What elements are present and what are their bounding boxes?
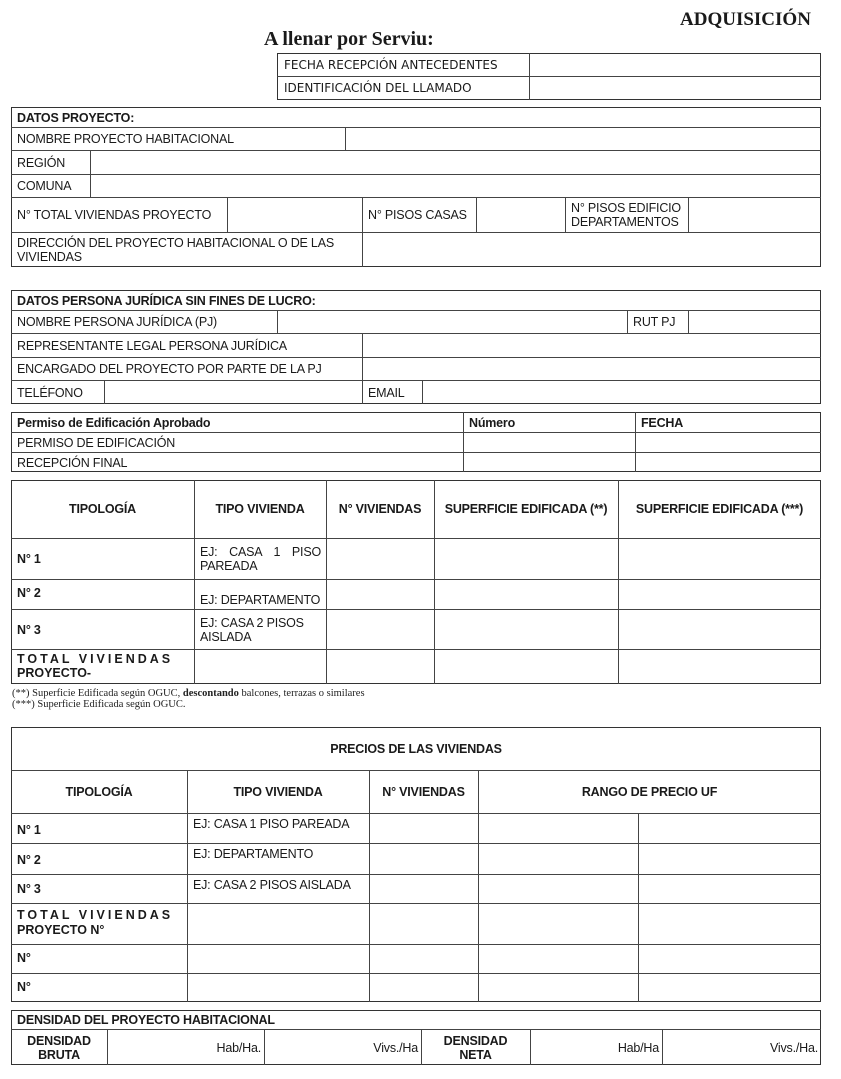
pisos-edificio-input[interactable]: [690, 199, 819, 231]
persona-juridica-title: DATOS PERSONA JURÍDICA SIN FINES DE LUCRO:: [17, 293, 316, 308]
superficie-2-header: SUPERFICIE EDIFICADA (**): [444, 502, 608, 516]
datos-proyecto-title: DATOS PROYECTO:: [17, 110, 135, 125]
serviu-section-title: A llenar por Serviu:: [264, 28, 434, 50]
densidad-title: DENSIDAD DEL PROYECTO HABITACIONAL: [17, 1013, 275, 1027]
rut-pj-input[interactable]: [690, 312, 819, 332]
comuna-label: COMUNA: [17, 179, 72, 193]
footnote-1: [12, 689, 365, 699]
densidad-neta-label: DENSIDAD NETA: [443, 1033, 508, 1062]
encargado-input[interactable]: [364, 359, 819, 379]
total-viviendas-label: N° TOTAL VIVIENDAS PROYECTO: [17, 208, 212, 222]
total-viviendas-input[interactable]: [229, 199, 360, 231]
pisos-edificio-label: N° PISOS EDIFICIO DEPARTAMENTOS: [571, 201, 681, 229]
nombre-proyecto-label: NOMBRE PROYECTO HABITACIONAL: [17, 132, 234, 146]
tipologia-row-label: N° 3: [17, 622, 41, 637]
tipologia-header: TIPOLOGÍA: [69, 502, 136, 516]
tipologia-total-label: [17, 652, 173, 680]
total-line-1: TOTAL VIVIENDAS: [17, 652, 174, 666]
precios-row-label: N° 3: [17, 882, 41, 896]
tipologia-row-tipo: EJ: DEPARTAMENTO: [200, 592, 321, 607]
fecha-recepcion-input[interactable]: [531, 55, 819, 75]
precios-extra-row-label: N°: [17, 951, 31, 965]
region-label: REGIÓN: [17, 155, 66, 170]
direccion-label: DIRECCIÓN DEL PROYECTO HABITACIONAL O DE LAS VIVIENDAS: [17, 236, 334, 264]
tipologia-row-label: N° 2: [17, 586, 41, 600]
document-type-title: ADQUISICIÓN: [680, 9, 811, 30]
precios-extra-row-label: N°: [17, 980, 31, 994]
tipologia-row-tipo: EJ: CASA 1 PISO PAREADA: [200, 545, 321, 573]
precios-total-line-2: PROYECTO N°: [17, 923, 105, 937]
telefono-label: TELÉFONO: [17, 385, 83, 400]
region-input[interactable]: [92, 152, 819, 173]
comuna-input[interactable]: [92, 176, 819, 196]
precios-row-tipo: EJ: DEPARTAMENTO: [193, 847, 314, 861]
precios-tipo-vivienda-header: TIPO VIVIENDA: [233, 784, 323, 799]
precios-row-tipo: EJ: CASA 1 PISO PAREADA: [193, 817, 350, 831]
representante-label: REPRESENTANTE LEGAL PERSONA JURÍDICA: [17, 338, 287, 353]
pisos-casas-input[interactable]: [478, 199, 564, 231]
fecha-header: FECHA: [641, 415, 684, 430]
permiso-edificacion-label: PERMISO DE EDIFICACIÓN: [17, 435, 176, 450]
precios-row-label: N° 2: [17, 853, 41, 867]
tipologia-row-tipo: EJ: CASA 2 PISOS AISLADA: [200, 615, 304, 644]
pisos-casas-label: N° PISOS CASAS: [368, 208, 467, 222]
recepcion-final-numero[interactable]: [465, 454, 633, 471]
precios-tipologia-header: TIPOLOGÍA: [65, 784, 133, 799]
footnote-2: (***) Superficie Edificada según OGUC.: [12, 699, 186, 710]
nombre-proyecto-input[interactable]: [347, 129, 819, 149]
precios-row-label: N° 1: [17, 823, 41, 837]
permiso-edificacion-numero[interactable]: [465, 434, 633, 451]
representante-input[interactable]: [364, 335, 819, 356]
precios-total-line-1: TOTAL VIVIENDAS: [17, 908, 174, 922]
nombre-pj-label: NOMBRE PERSONA JURÍDICA (PJ): [17, 315, 217, 329]
permiso-header: Permiso de Edificación Aprobado: [17, 415, 211, 430]
telefono-input[interactable]: [106, 382, 360, 403]
precios-n-viviendas-header: N° VIVIENDAS: [382, 784, 465, 799]
identificacion-llamado-label: IDENTIFICACIÓN DEL LLAMADO: [284, 81, 472, 95]
email-input[interactable]: [424, 382, 819, 403]
email-label: EMAIL: [368, 385, 405, 400]
encargado-label: ENCARGADO DEL PROYECTO POR PARTE DE LA PJ: [17, 362, 322, 376]
permiso-edificacion-fecha[interactable]: [637, 434, 819, 451]
recepcion-final-fecha[interactable]: [637, 454, 819, 471]
rango-precio-header: RANGO DE PRECIO UF: [581, 784, 718, 799]
fecha-recepcion-label: FECHA RECEPCIÓN ANTECEDENTES: [284, 58, 498, 72]
hab-ha-neta[interactable]: Hab/Ha: [617, 1040, 659, 1055]
direccion-input[interactable]: [364, 234, 819, 266]
total-line-2: PROYECTO-: [17, 666, 92, 680]
densidad-bruta-label: DENSIDAD BRUTA: [27, 1033, 91, 1062]
rut-pj-label: RUT PJ: [633, 315, 676, 329]
superficie-3-header: SUPERFICIE EDIFICADA (***): [635, 502, 804, 516]
vivs-ha-bruta[interactable]: Vivs./Ha: [373, 1040, 418, 1055]
vivs-ha-neta[interactable]: Vivs./Ha.: [770, 1040, 818, 1055]
footnote-1-suffix: balcones, terrazas o similares: [241, 688, 365, 699]
precios-title: PRECIOS DE LAS VIVIENDAS: [330, 741, 502, 756]
footnote-1-prefix: (**) Superficie Edificada según OGUC,: [12, 688, 181, 699]
precios-total-label: [17, 908, 173, 938]
numero-header: Número: [469, 415, 516, 430]
tipologia-row-label: N° 1: [17, 552, 41, 566]
hab-ha-bruta[interactable]: Hab/Ha.: [216, 1040, 261, 1055]
precios-row-tipo: EJ: CASA 2 PISOS AISLADA: [193, 878, 351, 892]
tipo-vivienda-header: TIPO VIVIENDA: [215, 502, 305, 516]
recepcion-final-label: RECEPCIÓN FINAL: [17, 455, 128, 470]
footnote-1-bold: descontando: [182, 688, 239, 699]
n-viviendas-header: N° VIVIENDAS: [338, 502, 422, 516]
nombre-pj-input[interactable]: [279, 312, 626, 332]
identificacion-llamado-input[interactable]: [531, 78, 819, 98]
